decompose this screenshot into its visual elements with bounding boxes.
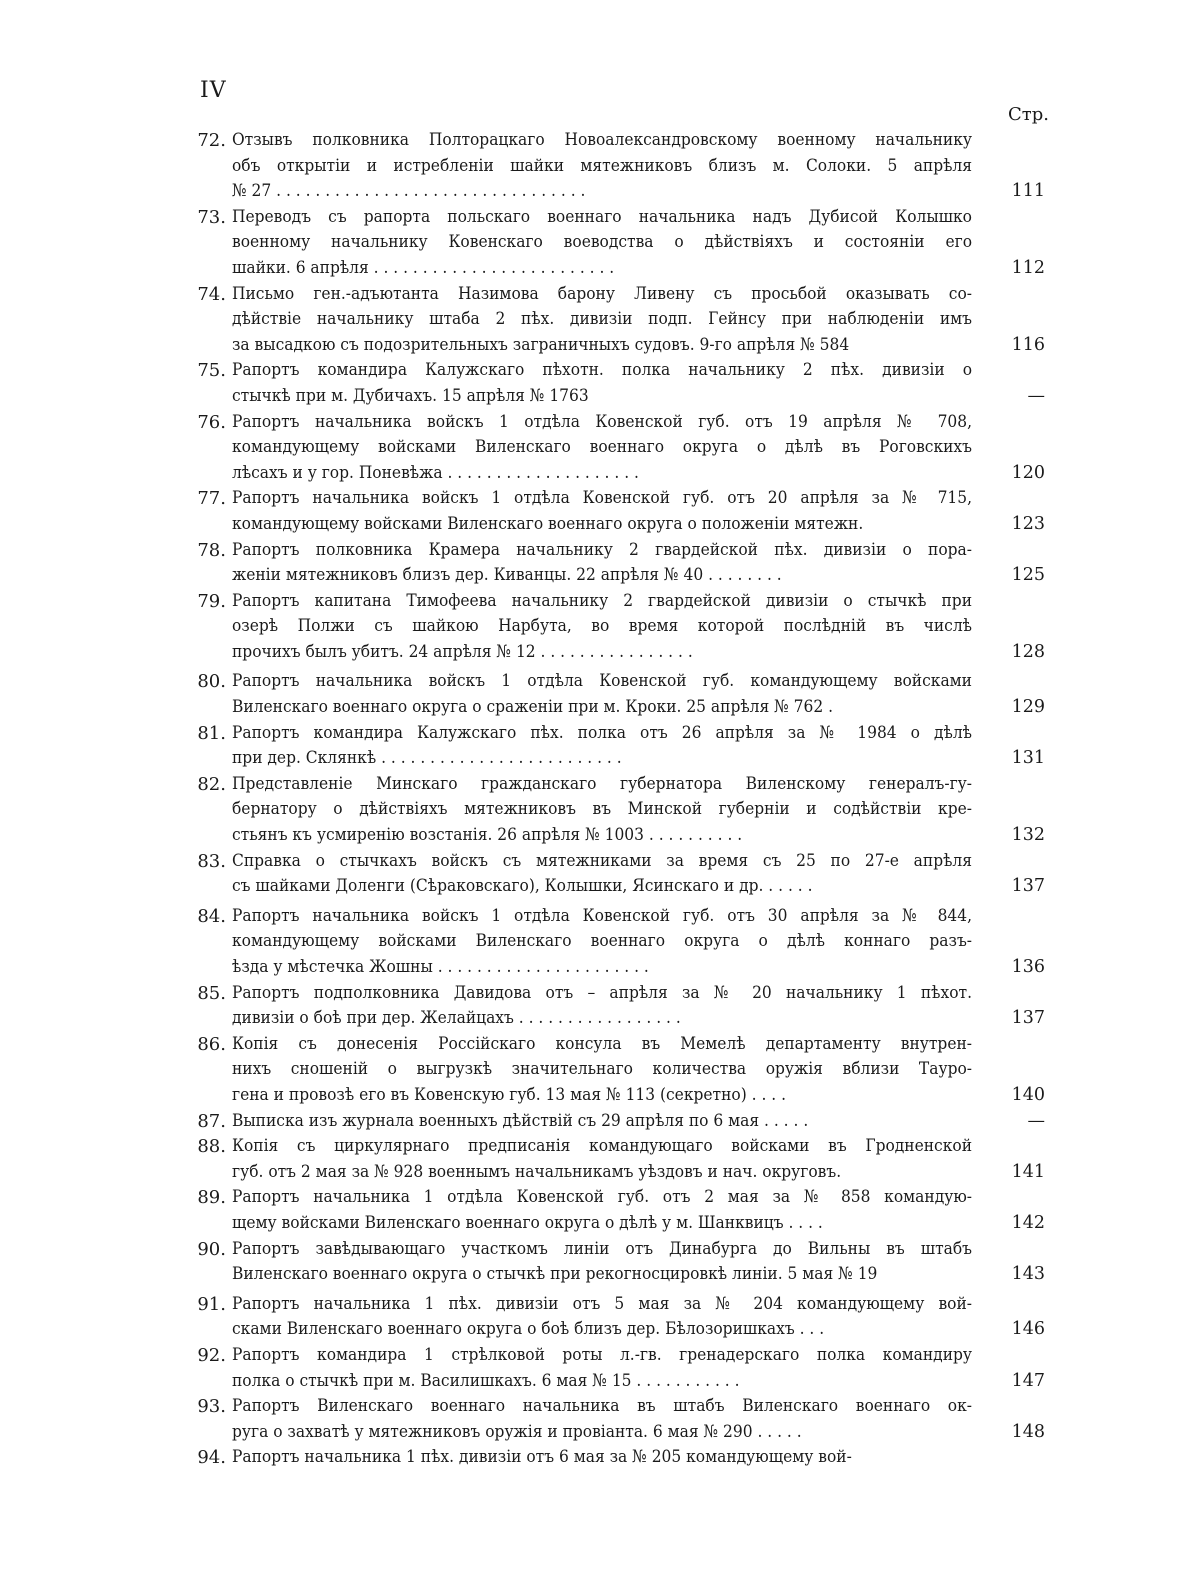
entry-text	[232, 1343, 972, 1394]
entry-line: лѣсахъ и у гор. Поневѣжа . . . . . . . . . . . . . . . . . . . .	[232, 462, 639, 483]
entry-line: дѣйствіе начальнику штаба 2 пѣх. дивизіи подп. Гейнсу при наблюденіи имъ	[232, 309, 972, 330]
entry-page: 120	[1011, 462, 1045, 483]
entry-line: съ шайками Доленги (Сѣраковскаго), Колышки, Ясинскаго и др. . . . . .	[232, 876, 813, 897]
entry-page: 111	[1011, 181, 1045, 202]
table-of-contents	[0, 128, 1191, 1471]
toc-entry	[0, 1032, 1191, 1109]
entry-text	[232, 358, 972, 409]
entry-line: шайки. 6 апрѣля . . . . . . . . . . . . . . . . . . . . . . . . .	[232, 257, 615, 278]
entry-text	[232, 486, 972, 537]
entry-text	[232, 1394, 972, 1445]
entry-number: 80.	[197, 671, 226, 693]
entry-page: 137	[1011, 1008, 1045, 1029]
entry-line: Копія съ циркулярнаго предписанія командующаго войсками въ Гродненской	[232, 1136, 972, 1157]
entry-number: 85.	[197, 982, 226, 1004]
entry-line: Письмо ген.-адъютанта Назимова барону Ливену съ просьбой оказывать со-	[232, 283, 972, 304]
entry-number: 87.	[197, 1110, 226, 1132]
entry-text	[232, 1109, 972, 1135]
entry-number: 88.	[197, 1136, 226, 1158]
toc-entry	[0, 1237, 1191, 1288]
toc-entry	[0, 772, 1191, 849]
entry-number: 73.	[197, 206, 226, 228]
entry-number: 92.	[197, 1344, 226, 1366]
toc-entry	[0, 589, 1191, 666]
entry-text	[232, 772, 972, 849]
entry-number: 77.	[197, 488, 226, 510]
toc-entry	[0, 282, 1191, 359]
entry-line: Рапортъ начальника войскъ 1 отдѣла Ковенской губ. отъ 20 апрѣля за № 715,	[232, 488, 972, 509]
page-column-label: Стр.	[1008, 104, 1049, 125]
toc-entry	[0, 1185, 1191, 1236]
entry-page: 143	[1011, 1264, 1045, 1285]
toc-entry	[0, 669, 1191, 720]
entry-number: 76.	[197, 411, 226, 433]
entry-line: Переводъ съ рапорта польскаго военнаго начальника надъ Дубисой Колышко	[232, 206, 972, 227]
entry-number: 83.	[197, 850, 226, 872]
entry-line: Рапортъ Виленскаго военнаго начальника въ штабъ Виленскаго военнаго ок-	[232, 1396, 972, 1417]
entry-number: 90.	[197, 1238, 226, 1260]
entry-line: Рапортъ командира Калужскаго пѣх. полка отъ 26 апрѣля за № 1984 о дѣлѣ	[232, 722, 972, 743]
entry-line: Рапортъ начальника войскъ 1 отдѣла Ковенской губ. командующему войсками	[232, 671, 972, 692]
entry-page: 131	[1011, 748, 1045, 769]
entry-page: —	[1027, 1110, 1045, 1131]
entry-line: ѣзда у мѣстечка Жошны . . . . . . . . . . . . . . . . . . . . . .	[232, 957, 649, 977]
toc-entry	[0, 849, 1191, 900]
entry-line: Рапортъ полковника Крамера начальнику 2 гвардейской пѣх. дивизіи о пора-	[232, 539, 972, 560]
entry-line: гена и провозѣ его въ Ковенскую губ. 13 мая № 113 (секретно) . . . .	[232, 1084, 787, 1105]
entry-line: женіи мятежниковъ близъ дер. Киванцы. 22 апрѣля № 40 . . . . . . . .	[232, 565, 782, 586]
entry-line: при дер. Склянкѣ . . . . . . . . . . . . . . . . . . . . . . . . .	[232, 748, 622, 769]
entry-page: 137	[1011, 876, 1045, 897]
entry-text	[232, 1185, 972, 1236]
entry-number: 94.	[197, 1447, 226, 1469]
entry-text	[232, 282, 972, 359]
entry-text	[232, 1134, 972, 1185]
entry-line: Рапортъ завѣдывающаго участкомъ линіи отъ Динабурга до Вильны въ штабъ	[232, 1238, 972, 1259]
entry-number: 91.	[197, 1293, 226, 1315]
entry-line: Виленскаго военнаго округа о сраженіи при м. Кроки. 25 апрѣля № 762 .	[232, 697, 834, 718]
entry-line: командующему войсками Виленскаго военнаго округа о положеніи мятежн.	[232, 513, 864, 534]
entry-line: губ. отъ 2 мая за № 928 военнымъ начальникамъ уѣздовъ и нач. округовъ.	[232, 1161, 842, 1182]
entry-text	[232, 410, 972, 487]
toc-entry	[0, 1109, 1191, 1135]
entry-line: Представленіе Минскаго гражданскаго губернатора Виленскому генералъ-гу-	[232, 773, 972, 794]
entry-number: 86.	[197, 1033, 226, 1055]
entry-line: Рапортъ начальника 1 пѣх. дивизіи отъ 6 мая за № 205 командующему вой-	[232, 1447, 852, 1468]
toc-entry	[0, 128, 1191, 205]
entry-text	[232, 128, 972, 205]
toc-entry	[0, 205, 1191, 282]
entry-page: 140	[1011, 1084, 1045, 1105]
entry-line: командующему войсками Виленскаго военнаго округа о дѣлѣ коннаго разъ-	[232, 931, 972, 952]
toc-entry	[0, 1343, 1191, 1394]
entry-number: 89.	[197, 1187, 226, 1209]
entry-line: объ открытіи и истребленіи шайки мятежниковъ близъ м. Солоки. 5 апрѣля	[232, 155, 972, 176]
entry-line: стычкѣ при м. Дубичахъ. 15 апрѣля № 1763	[232, 385, 589, 406]
entry-text	[232, 205, 972, 282]
entry-line: нихъ сношеній о выгрузкѣ значительнаго количества оружія вблизи Тауро-	[232, 1059, 972, 1080]
entry-page: 129	[1011, 697, 1045, 718]
entry-line: руга о захватѣ у мятежниковъ оружія и провіанта. 6 мая № 290 . . . . .	[232, 1421, 802, 1442]
toc-entry	[0, 1292, 1191, 1343]
entry-number: 81.	[197, 722, 226, 744]
entry-line: сками Виленскаго военнаго округа о боѣ близъ дер. Бѣлозоришкахъ . . .	[232, 1319, 825, 1340]
entry-page: 136	[1011, 957, 1045, 977]
entry-page: 132	[1011, 825, 1045, 846]
toc-entry	[0, 721, 1191, 772]
entry-number: 93.	[197, 1396, 226, 1418]
entry-line: щему войсками Виленскаго военнаго округа о дѣлѣ у м. Шанквицъ . . . .	[232, 1212, 823, 1233]
entry-line: Рапортъ подполковника Давидова отъ – апрѣля за № 20 начальнику 1 пѣхот.	[232, 982, 972, 1003]
entry-line: Рапортъ начальника 1 пѣх. дивизіи отъ 5 мая за № 204 командующему вой-	[232, 1293, 972, 1314]
entry-number: 72.	[197, 130, 226, 151]
toc-entry	[0, 538, 1191, 589]
entry-line: озерѣ Полжи съ шайкою Нарбута, во время которой послѣдній въ числѣ	[232, 616, 972, 637]
entry-number: 78.	[197, 539, 226, 561]
toc-entry	[0, 904, 1191, 981]
entry-line: Выписка изъ журнала военныхъ дѣйствій съ 29 апрѣля по 6 мая . . . . .	[232, 1110, 809, 1131]
entry-number: 82.	[197, 773, 226, 795]
entry-line: Рапортъ командира Калужскаго пѣхотн. полка начальнику 2 пѣх. дивизіи о	[232, 360, 972, 381]
entry-text	[232, 538, 972, 589]
entry-line: Рапортъ командира 1 стрѣлковой роты л.-гв. гренадерскаго полка командиру	[232, 1344, 972, 1365]
entry-line: военному начальнику Ковенскаго воеводства о дѣйствіяхъ и состояніи его	[232, 232, 972, 253]
entry-page: 128	[1011, 641, 1045, 662]
entry-line: дивизіи о боѣ при дер. Желайцахъ . . . . . . . . . . . . . . . . .	[232, 1008, 681, 1029]
entry-line: № 27 . . . . . . . . . . . . . . . . . . . . . . . . . . . . . . . .	[232, 181, 586, 202]
entry-page: 116	[1011, 334, 1045, 355]
entry-text	[232, 1032, 972, 1109]
entry-text	[232, 981, 972, 1032]
entry-page: 141	[1011, 1161, 1045, 1182]
entry-page: 148	[1011, 1421, 1045, 1442]
entry-line: командующему войсками Виленскаго военнаго округа о дѣлѣ въ Роговскихъ	[232, 437, 972, 458]
entry-page: 147	[1011, 1370, 1045, 1391]
entry-text	[232, 669, 972, 720]
entry-text	[232, 1237, 972, 1288]
entry-line: Отзывъ полковника Полторацкаго Новоалександровскому военному начальнику	[232, 130, 972, 150]
entry-line: Копія съ донесенія Россійскаго консула въ Мемелѣ департаменту внутрен-	[232, 1033, 972, 1054]
toc-entry	[0, 1445, 1191, 1471]
entry-line: Рапортъ начальника 1 отдѣла Ковенской губ. отъ 2 мая за № 858 командую-	[232, 1187, 972, 1208]
entry-page: 146	[1011, 1319, 1045, 1340]
entry-line: Рапортъ начальника войскъ 1 отдѣла Ковенской губ. отъ 30 апрѣля за № 844,	[232, 905, 972, 926]
entry-number: 75.	[197, 360, 226, 382]
entry-line: Рапортъ капитана Тимофеева начальнику 2 гвардейской дивизіи о стычкѣ при	[232, 590, 972, 611]
entry-page: 112	[1011, 257, 1045, 278]
entry-number: 79.	[197, 590, 226, 612]
entry-text	[232, 1445, 972, 1471]
toc-entry	[0, 1394, 1191, 1445]
entry-line: Рапортъ начальника войскъ 1 отдѣла Ковенской губ. отъ 19 апрѣля № 708,	[232, 411, 972, 432]
entry-text	[232, 1292, 972, 1343]
entry-page: 142	[1011, 1212, 1045, 1233]
toc-entry	[0, 981, 1191, 1032]
entry-text	[232, 849, 972, 900]
entry-number: 84.	[197, 905, 226, 927]
entry-line: за высадкою съ подозрительныхъ заграничныхъ судовъ. 9-го апрѣля № 584	[232, 334, 850, 355]
entry-line: бернатору о дѣйствіяхъ мятежниковъ въ Минской губерніи и содѣйствіи кре-	[232, 799, 972, 820]
entry-text	[232, 589, 972, 666]
toc-entry	[0, 1134, 1191, 1185]
entry-text	[232, 904, 972, 981]
toc-entry	[0, 358, 1191, 409]
entry-page: 125	[1011, 565, 1045, 586]
entry-line: Виленскаго военнаго округа о стычкѣ при рекогносцировкѣ линіи. 5 мая № 19	[232, 1264, 878, 1285]
entry-number: 74.	[197, 283, 226, 305]
entry-line: прочихъ былъ убитъ. 24 апрѣля № 12 . . . . . . . . . . . . . . . .	[232, 641, 693, 662]
entry-page: 123	[1011, 513, 1045, 534]
toc-entry	[0, 486, 1191, 537]
entry-line: полка о стычкѣ при м. Василишкахъ. 6 мая № 15 . . . . . . . . . . .	[232, 1370, 740, 1391]
entry-text	[232, 721, 972, 772]
page-number: IV	[200, 78, 227, 103]
entry-page: —	[1027, 385, 1045, 406]
toc-entry	[0, 410, 1191, 487]
entry-line: стьянъ къ усмиренію возстанія. 26 апрѣля № 1003 . . . . . . . . . .	[232, 825, 743, 846]
entry-line: Справка о стычкахъ войскъ съ мятежниками за время съ 25 по 27-е апрѣля	[232, 850, 972, 871]
